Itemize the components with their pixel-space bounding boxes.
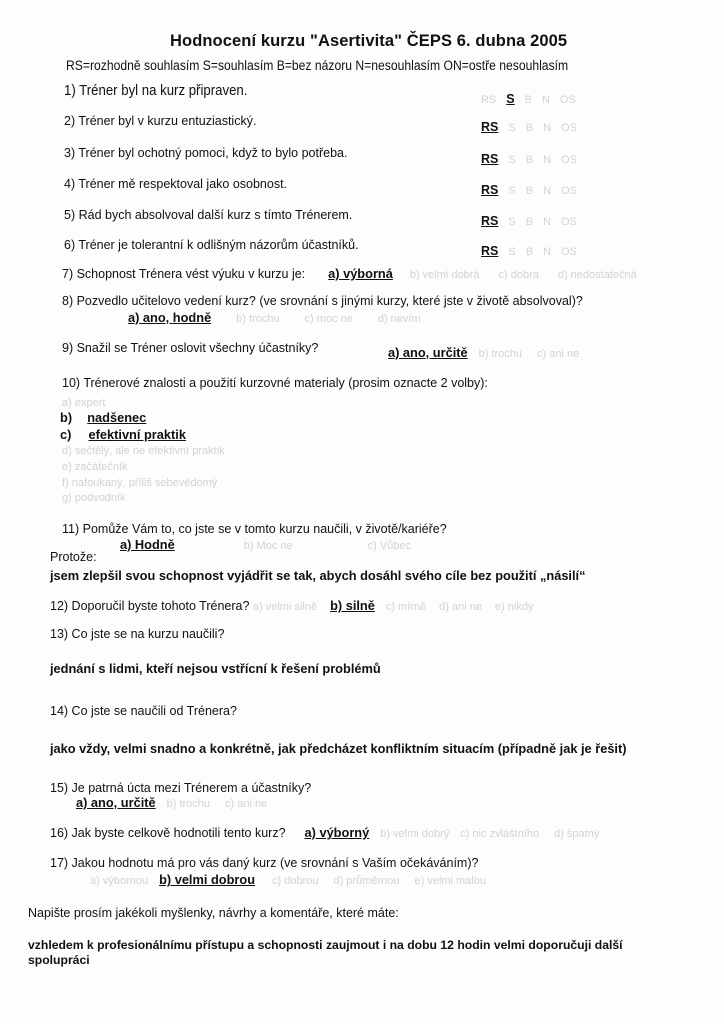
question-8-option[interactable]: b) trochu: [236, 313, 280, 325]
question-6-scale: [481, 242, 587, 260]
question-17-option[interactable]: c) dobrou: [272, 875, 319, 887]
scale-option[interactable]: N: [541, 94, 550, 106]
question-10-option[interactable]: e) začátečník: [62, 461, 128, 473]
question-17-option[interactable]: e) velmi malou: [414, 875, 487, 887]
scale-option[interactable]: S: [508, 216, 516, 228]
scale-option-selected[interactable]: RS: [481, 152, 499, 166]
question-12: [50, 598, 533, 613]
question-11-selected-answer[interactable]: a) Hodně: [120, 537, 175, 552]
question-12-selected-answer[interactable]: b) silně: [330, 598, 375, 613]
scale-option-selected[interactable]: S: [506, 92, 515, 106]
rating-legend: RS=rozhodně souhlasím S=souhlasím B=bez názoru N=nesouhlasím ON=ostře nesouhlasím: [66, 58, 569, 73]
scale-option[interactable]: S: [508, 185, 516, 197]
comments-answer-line-1: vzhledem k profesionálnímu přístupu a schopnosti zaujmout i na dobu 12 hodin velmi doporučuji další: [28, 938, 623, 952]
question-17-answers: [90, 872, 486, 887]
scale-option-selected[interactable]: RS: [481, 214, 499, 228]
scale-option-selected[interactable]: RS: [481, 120, 499, 134]
scale-option[interactable]: OS: [561, 185, 577, 197]
scale-option-selected[interactable]: RS: [481, 183, 499, 197]
question-7-option[interactable]: c) dobrá: [498, 269, 539, 281]
question-4-scale: [481, 181, 587, 199]
question-14-text: 14) Co jste se naučili od Trénera?: [50, 704, 237, 718]
question-1-text: 1) Tréner byl na kurz připraven.: [64, 82, 248, 99]
scale-option[interactable]: B: [525, 216, 534, 228]
scale-option[interactable]: OS: [561, 122, 577, 134]
question-16-option[interactable]: d) špatný: [554, 828, 600, 840]
question-9-text: 9) Snažil se Tréner oslovit všechny účastníky?: [62, 341, 319, 355]
question-8-answers: [128, 310, 421, 325]
question-9-answers: [388, 345, 579, 360]
question-5-scale: [481, 212, 587, 230]
question-3-text: 3) Tréner byl ochotný pomoci, když to bylo potřeba.: [64, 146, 348, 160]
question-10-selected-c[interactable]: [60, 427, 186, 442]
question-11-because-label: Protože:: [50, 550, 97, 564]
question-11-because-answer: jsem zlepšil svou schopnost vyjádřit se tak, abych dosáhl svého cíle bez použití „násilí“: [50, 568, 586, 583]
question-12-option[interactable]: a) velmi silně: [252, 601, 318, 613]
question-13-text: 13) Co jste se na kurzu naučili?: [50, 627, 225, 641]
question-10-text: 10) Trénerové znalosti a použití kurzovné materialy (prosim oznacte 2 volby):: [62, 376, 488, 390]
scale-option-selected[interactable]: RS: [481, 244, 499, 258]
question-7: [62, 266, 637, 281]
question-14-answer: jako vždy, velmi snadno a konkrétně, jak předcházet konfliktním situacím (případně jak je řešit): [50, 741, 627, 756]
question-10-option[interactable]: d) sečtělý, ale ne efektivní praktik: [62, 445, 225, 457]
question-2-text: 2) Tréner byl v kurzu entuziastický.: [64, 114, 257, 128]
option-label: nadšenec: [87, 410, 147, 425]
scale-option[interactable]: S: [508, 154, 516, 166]
question-10-option[interactable]: f) nafoukaný, příliš sebevědomý: [62, 477, 218, 489]
question-16-option[interactable]: c) nic zvláštního: [460, 828, 540, 840]
option-letter: b): [60, 410, 73, 425]
question-15-option[interactable]: b) trochu: [166, 798, 211, 810]
question-5-text: 5) Rád bych absolvoval další kurz s tímto Trénerem.: [64, 208, 353, 222]
scale-option[interactable]: OS: [561, 246, 577, 258]
question-15-option[interactable]: c) ani ne: [225, 798, 268, 810]
question-9-selected-answer[interactable]: a) ano, určitě: [388, 345, 468, 360]
question-2-scale: [481, 118, 587, 136]
question-10-option[interactable]: g) podvodník: [62, 492, 126, 504]
comments-answer-line-2: spolupráci: [28, 953, 90, 967]
question-8-option[interactable]: c) moc ne: [304, 313, 353, 325]
question-7-text: 7) Schopnost Trénera vést výuku v kurzu je:: [62, 267, 306, 281]
document-title: Hodnocení kurzu "Asertivita" ČEPS 6. dubna 2005: [170, 32, 568, 50]
comments-prompt: Napište prosím jakékoli myšlenky, návrhy a komentáře, které máte:: [28, 906, 399, 920]
question-17-text: 17) Jakou hodnotu má pro vás daný kurz (ve srovnání s Vaším očekáváním)?: [50, 856, 479, 870]
question-16-text: 16) Jak byste celkově hodnotili tento kurz?: [50, 826, 286, 840]
scale-option[interactable]: OS: [561, 154, 577, 166]
option-label: efektivní praktik: [88, 427, 186, 442]
question-4-text: 4) Tréner mě respektoval jako osobnost.: [64, 177, 288, 191]
question-3-scale: [481, 150, 587, 168]
question-6-text: 6) Tréner je tolerantní k odlišným názorům účastníků.: [64, 238, 359, 252]
question-16-selected-answer[interactable]: a) výborný: [304, 825, 370, 840]
question-9-option[interactable]: b) trochu: [478, 348, 523, 360]
question-11-text: 11) Pomůže Vám to, co jste se v tomto kurzu naučili, v životě/kariéře?: [62, 522, 447, 536]
option-letter: c): [60, 427, 72, 442]
question-16: [50, 825, 599, 840]
question-7-option[interactable]: d) nedostatečná: [557, 269, 637, 281]
scale-option[interactable]: N: [543, 185, 552, 197]
scale-option[interactable]: S: [508, 246, 516, 258]
question-15-text: 15) Je patrná úcta mezi Trénerem a účastníky?: [50, 781, 312, 795]
question-8-text: 8) Pozvedlo učitelovo vedení kurz? (ve srovnání s jinými kurzy, které jste v životě absolvoval)?: [62, 294, 583, 308]
scale-option[interactable]: N: [543, 216, 552, 228]
question-1-scale: [481, 90, 586, 108]
scale-option[interactable]: B: [525, 246, 534, 258]
scale-option[interactable]: N: [543, 122, 552, 134]
question-13-answer: jednání s lidmi, kteří nejsou vstřícní k řešení problémů: [50, 661, 381, 676]
scale-option[interactable]: N: [543, 154, 552, 166]
question-17-selected-answer[interactable]: b) velmi dobrou: [159, 872, 256, 887]
question-17-option[interactable]: a) výbornou: [90, 875, 149, 887]
question-15-selected-answer[interactable]: a) ano, určitě: [76, 795, 156, 810]
scale-option[interactable]: B: [525, 122, 534, 134]
question-12-option[interactable]: d) ani ne: [439, 601, 482, 613]
question-11-option[interactable]: b) Moc ne: [243, 540, 293, 552]
question-17-option[interactable]: d) průměrnou: [333, 875, 400, 887]
scale-option[interactable]: N: [543, 246, 552, 258]
question-7-option[interactable]: b) velmi dobrá: [409, 269, 480, 281]
question-11-option[interactable]: c) Vůbec: [367, 540, 412, 552]
question-16-option[interactable]: b) velmi dobrý: [380, 828, 450, 840]
question-12-option[interactable]: c) mírně: [385, 601, 427, 613]
question-15-answers: [76, 795, 267, 810]
question-12-option[interactable]: e) nikdy: [494, 601, 534, 613]
question-7-selected-answer[interactable]: a) výborná: [328, 266, 393, 281]
scale-option[interactable]: B: [525, 185, 534, 197]
scale-option[interactable]: RS: [481, 94, 497, 106]
question-9-option[interactable]: c) ani ne: [537, 348, 580, 360]
question-12-text: 12) Doporučil byste tohoto Trénera?: [50, 599, 250, 613]
scale-option[interactable]: B: [525, 154, 534, 166]
question-11-answers: [120, 537, 411, 552]
scale-option[interactable]: S: [508, 122, 516, 134]
scale-option[interactable]: OS: [559, 94, 576, 106]
scale-option[interactable]: OS: [561, 216, 577, 228]
question-8-option[interactable]: d) nevím: [377, 313, 421, 325]
scale-option[interactable]: B: [524, 94, 532, 106]
question-8-selected-answer[interactable]: a) ano, hodně: [128, 310, 212, 325]
question-10-selected-b[interactable]: [60, 410, 146, 425]
question-10-option[interactable]: a) expert: [62, 397, 106, 409]
